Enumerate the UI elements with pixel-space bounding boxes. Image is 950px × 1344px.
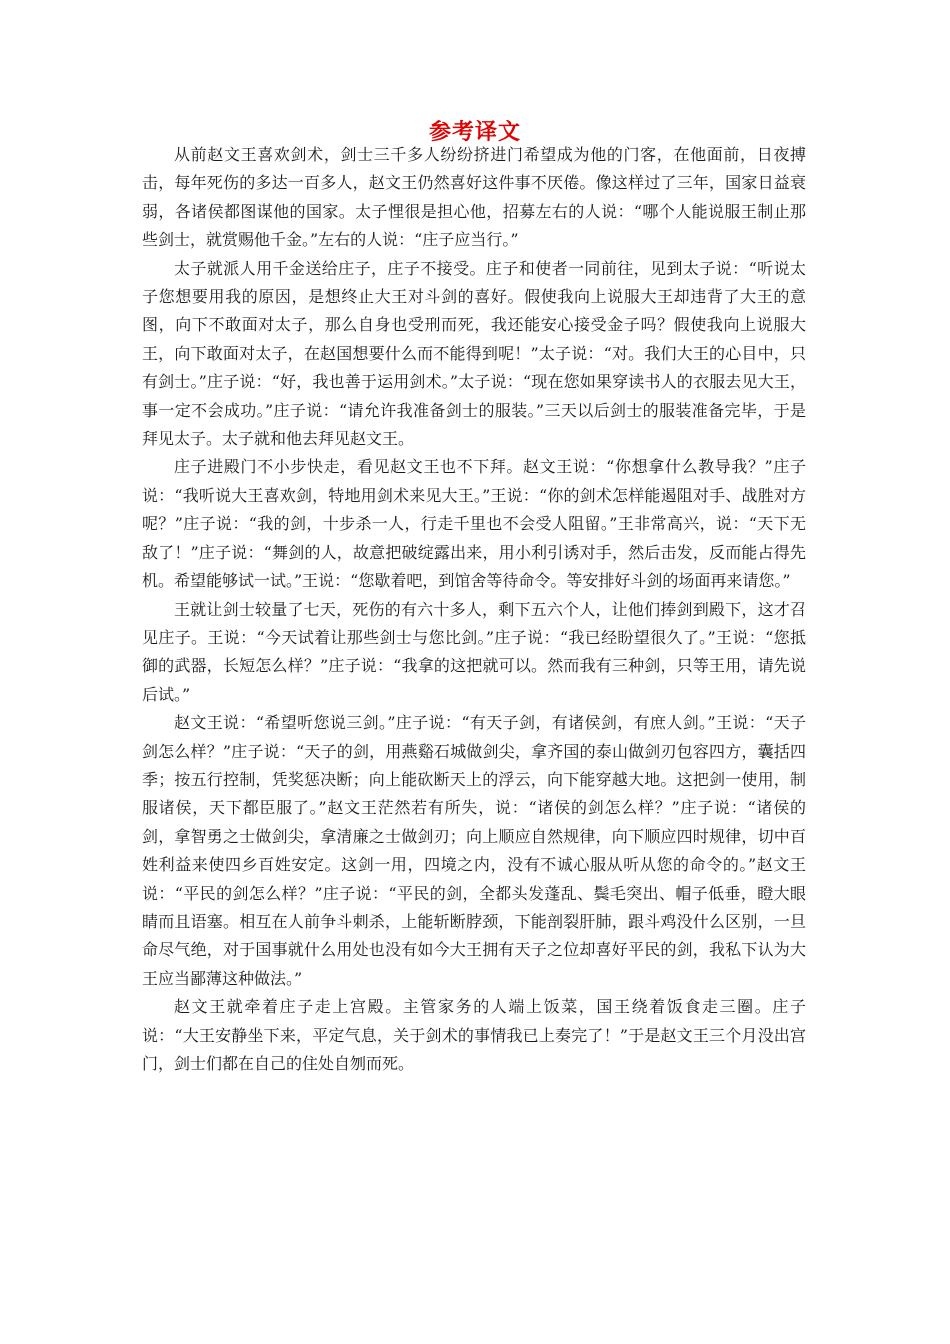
translation-body xyxy=(142,141,806,1078)
paragraph-3: 庄子进殿门不小步快走，看见赵文王也不下拜。赵文王说：“你想拿什么教导我？”庄子说：“我听说大王喜欢剑，特地用剑术来见大王。”王说：“你的剑术怎样能遏阻对手、战胜对方呢？”庄子说：“我的剑，十步杀一人，行走千里也不会受人阻留。”王非常高兴，说：“天下无敌了！”庄子说：“舞剑的人，故意把破绽露出来，用小利引诱对手，然后击发，反而能占得先机。希望能够试一试。”王说：“您歇着吧，到馆舍等待命令。等安排好斗剑的场面再来请您。” xyxy=(142,457,806,591)
paragraph-1: 从前赵文王喜欢剑术，剑士三千多人纷纷挤进门希望成为他的门客，在他面前，日夜搏击，每年死伤的多达一百多人，赵文王仍然喜好这件事不厌倦。像这样过了三年，国家日益衰弱，各诸侯都图谋他的国家。太子悝很是担心他，招募左右的人说：“哪个人能说服王制止那些剑士，就赏赐他千金。”左右的人说：“庄子应当行。” xyxy=(142,145,806,250)
paragraph-2: 太子就派人用千金送给庄子，庄子不接受。庄子和使者一同前往，见到太子说：“听说太子您想要用我的原因，是想终止大王对斗剑的喜好。假使我向上说服大王却违背了大王的意图，向下不敢面对太子，那么自身也受刑而死，我还能安心接受金子吗？假使我向上说服大王，向下敢面对太子，在赵国想要什么而不能得到呢！”太子说：“对。我们大王的心目中，只有剑士。”庄子说：“好，我也善于运用剑术。”太子说：“现在您如果穿读书人的衣服去见大王，事一定不会成功。”庄子说：“请允许我准备剑士的服装。”三天以后剑士的服装准备完毕，于是拜见太子。太子就和他去拜见赵文王。 xyxy=(142,258,806,449)
paragraph-4: 王就让剑士较量了七天，死伤的有六十多人，剩下五六个人，让他们捧剑到殿下，这才召见庄子。王说：“今天试着让那些剑士与您比剑。”庄子说：“我已经盼望很久了。”王说：“您抵御的武器，长短怎么样？”庄子说：“我拿的这把就可以。然而我有三种剑，只等王用，请先说后试。” xyxy=(142,599,806,704)
paragraph-6: 赵文王就牵着庄子走上宫殿。主管家务的人端上饭菜，国王绕着饭食走三圈。庄子说：“大王安静坐下来，平定气息，关于剑术的事情我已上奏完了！”于是赵文王三个月没出宫门，剑士们都在自己的住处自刎而死。 xyxy=(142,997,806,1073)
paragraph-5: 赵文王说：“希望听您说三剑。”庄子说：“有天子剑，有诸侯剑，有庶人剑。”王说：“天子剑怎么样？”庄子说：“天子的剑，用燕谿石城做剑尖，拿齐国的泰山做剑刃包容四方，囊括四季；按五行控制，凭奖惩决断；向上能砍断天上的浮云，向下能穿越大地。这把剑一使用，制服诸侯，天下都臣服了。”赵文王茫然若有所失，说：“诸侯的剑怎么样？”庄子说：“诸侯的剑，拿智勇之士做剑尖，拿清廉之士做剑刃；向上顺应自然规律，向下顺应四时规律，切中百姓利益来使四乡百姓安定。这剑一用，四境之内，没有不诚心服从听从您的命令的。”赵文王说：“平民的剑怎么样？”庄子说：“平民的剑，全都头发蓬乱、鬓毛突出、帽子低垂，瞪大眼睛而且语塞。相互在人前争斗刺杀，上能斩断脖颈，下能剖裂肝肺，跟斗鸡没什么区别，一旦命尽气绝，对于国事就什么用处也没有如今大王拥有天子之位却喜好平民的剑，我私下认为大王应当鄙薄这种做法。” xyxy=(142,713,806,988)
document-title: 参考译文 xyxy=(428,120,521,145)
